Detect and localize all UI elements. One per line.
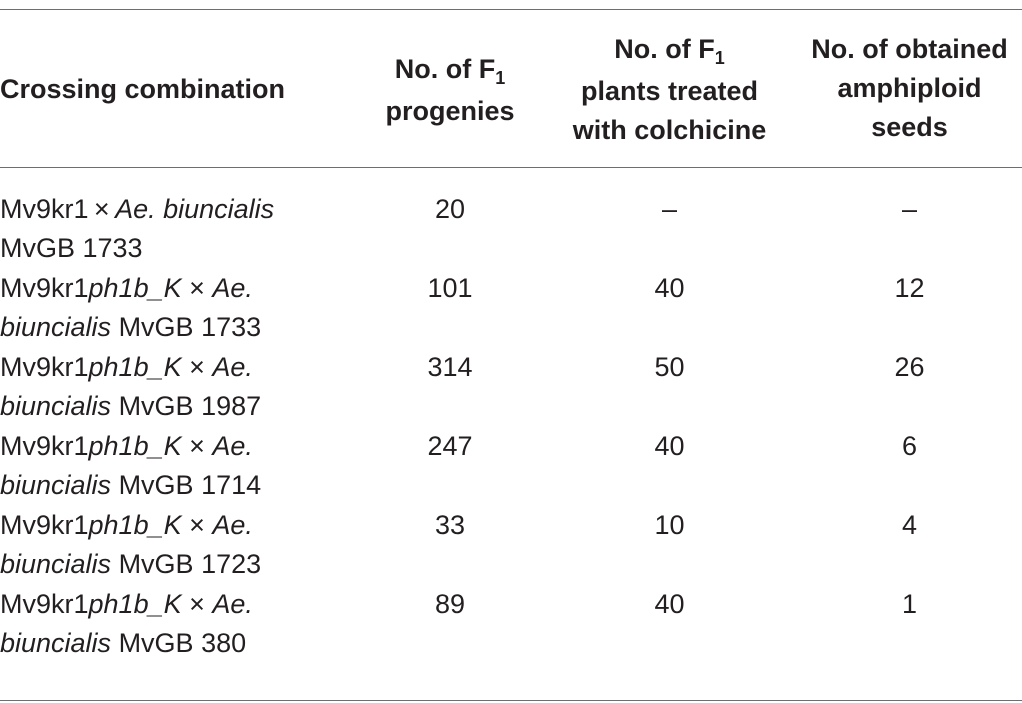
header-f1-progenies-line1: No. of $F_1$	[394, 54, 506, 88]
f1-progenies-cell: 314	[427, 352, 473, 382]
header-f1-treated-line3: with colchicine	[572, 115, 767, 145]
table-row	[0, 190, 1022, 268]
header-crossing-combination: Crossing combination	[0, 74, 286, 104]
amphiploid-seeds-cell: 1	[901, 589, 918, 619]
crossing-combination-cell: Mv9kr1ph1b_K × Ae. biuncialis MvGB 380	[0, 589, 253, 658]
header-amphiploid-seeds-line2: amphiploid	[837, 73, 982, 103]
header-f1-progenies-line2: progenies	[385, 96, 515, 126]
crossing-combination-cell: Mv9kr1ph1b_K × Ae. biuncialis MvGB 1987	[0, 352, 262, 421]
header-f1-treated-line1: No. of $F_1$	[614, 34, 725, 68]
crossing-combination-cell: Mv9kr1 × Ae. biuncialis MvGB 1733	[0, 194, 275, 263]
amphiploid-seeds-cell: 26	[894, 352, 925, 382]
table-top-rule	[0, 9, 1022, 10]
amphiploid-seeds-cell: 4	[901, 510, 918, 540]
table-row	[0, 427, 1022, 505]
f1-treated-cell: 40	[654, 431, 685, 461]
header-amphiploid-seeds-line1: No. of obtained	[811, 34, 1008, 64]
header-f1-treated-line2: plants treated	[580, 76, 759, 106]
table-row	[0, 348, 1022, 426]
amphiploid-seeds-cell: 12	[894, 273, 925, 303]
header-amphiploid-seeds	[797, 30, 1022, 147]
crossing-combination-cell: Mv9kr1ph1b_K × Ae. biuncialis MvGB 1714	[0, 431, 262, 500]
table-row	[0, 269, 1022, 347]
f1-treated-cell: 40	[654, 273, 685, 303]
amphiploid-seeds-cell: –	[901, 194, 918, 224]
table-row	[0, 506, 1022, 584]
header-amphiploid-seeds-line3: seeds	[871, 112, 948, 142]
crossing-combination-cell: Mv9kr1ph1b_K × Ae. biuncialis MvGB 1723	[0, 510, 262, 579]
f1-progenies-cell: 101	[427, 273, 473, 303]
header-f1-progenies	[375, 50, 525, 131]
header-f1-treated	[557, 30, 782, 150]
f1-progenies-cell: 89	[434, 589, 466, 619]
f1-treated-cell: 40	[654, 589, 685, 619]
crossing-combination-cell: Mv9kr1ph1b_K × Ae. biuncialis MvGB 1733	[0, 273, 262, 342]
f1-treated-cell: 50	[654, 352, 685, 382]
f1-treated-cell: 10	[654, 510, 685, 540]
f1-treated-cell: –	[661, 194, 678, 224]
amphiploid-seeds-cell: 6	[901, 431, 918, 461]
f1-progenies-cell: 33	[434, 510, 466, 540]
header-bottom-rule	[0, 167, 1022, 168]
table-row	[0, 585, 1022, 663]
f1-progenies-cell: 20	[434, 194, 466, 224]
f1-progenies-cell: 247	[427, 431, 473, 461]
table-bottom-rule	[0, 700, 1022, 701]
